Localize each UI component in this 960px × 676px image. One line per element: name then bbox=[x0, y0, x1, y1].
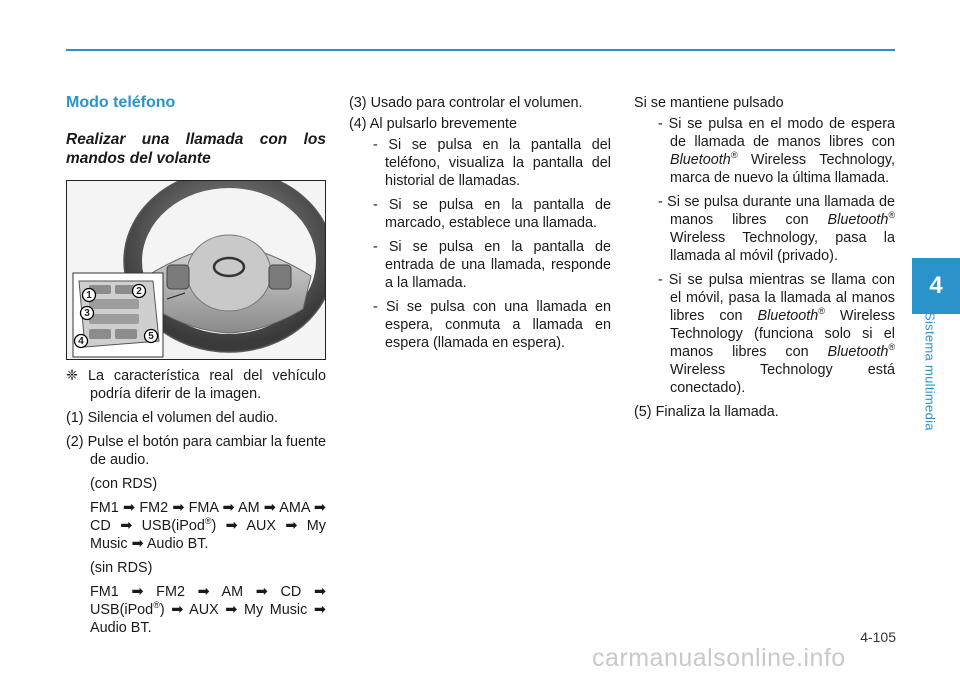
top-rule bbox=[66, 49, 895, 51]
bullet-history: - Si se pulsa en la pantalla del teléfono, visualiza la pantalla del historial de llamadas. bbox=[373, 137, 611, 189]
steering-wheel-figure bbox=[66, 180, 326, 360]
rds-seq-a: FM1 ➡ FM2 ➡ FMA ➡ AM ➡ AMA ➡ CD ➡ USB(iPod bbox=[90, 500, 326, 534]
nords-label: (sin RDS) bbox=[90, 560, 153, 576]
note-text: La característica real del vehículo podría diferir de la imagen. bbox=[87, 368, 327, 402]
callout-4: 4 bbox=[78, 336, 84, 347]
private-text-a: - Si se pulsa durante una llamada de manos libres con bbox=[658, 194, 895, 228]
column-1 bbox=[66, 94, 326, 643]
reg-mark: ® bbox=[730, 150, 738, 161]
handsfree-text-b: Wireless Technology (funciona solo si el manos libres con bbox=[670, 308, 896, 360]
rds-seq-b: ) ➡ AUX ➡ My Music ➡ Audio BT. bbox=[90, 518, 326, 552]
nords-seq-b: ) ➡ AUX ➡ My Music ➡ Audio BT. bbox=[90, 602, 326, 636]
reg-mark: ® bbox=[204, 516, 212, 527]
private-text-b: Wireless Technology, pasa la llamada al móvil (privado). bbox=[670, 230, 895, 264]
section-title: Modo teléfono bbox=[66, 94, 176, 111]
reg-mark: ® bbox=[888, 342, 895, 353]
bullet-waiting: - Si se pulsa con una llamada en espera, conmuta a llamada en espera (llamada en espera). bbox=[373, 299, 611, 351]
steering-wheel-illustration bbox=[67, 181, 326, 360]
nords-seq-a: FM1 ➡ FM2 ➡ AM ➡ CD ➡ USB(iPod bbox=[90, 584, 326, 618]
chapter-title: Sistema multimedia bbox=[922, 312, 938, 431]
bullet-answer: - Si se pulsa en la pantalla de entrada de una llamada, responde a la llamada. bbox=[373, 239, 611, 291]
image-note bbox=[66, 367, 326, 403]
rds-sequence bbox=[66, 499, 326, 553]
bluetooth-term: Bluetooth bbox=[827, 212, 889, 228]
reg-mark: ® bbox=[888, 210, 895, 221]
callout-3: 3 bbox=[84, 308, 90, 319]
callout-2: 2 bbox=[136, 286, 142, 297]
section-subtitle: Realizar una llamada con los mandos del volante bbox=[66, 131, 326, 167]
bluetooth-term: Bluetooth bbox=[757, 308, 819, 324]
redial-text-a: - Si se pulsa en el modo de espera de llamada de manos libres con bbox=[658, 116, 895, 150]
note-symbol: ❈ bbox=[66, 368, 79, 384]
chapter-tab bbox=[912, 258, 960, 314]
item-1: (1) Silencia el volumen del audio. bbox=[66, 410, 278, 426]
handsfree-text-a: - Si se pulsa mientras se llama con el móvil, pasa la llamada al manos libres con bbox=[658, 272, 895, 324]
bullet-dial: - Si se pulsa en la pantalla de marcado, establece una llamada. bbox=[373, 197, 611, 231]
chapter-number: 4 bbox=[929, 272, 943, 299]
bluetooth-term: Bluetooth bbox=[670, 152, 731, 168]
reg-mark: ® bbox=[818, 306, 825, 317]
bullet-handsfree bbox=[646, 271, 895, 397]
redial-text-b: Wireless Technology, marca de nuevo la última llamada. bbox=[670, 152, 895, 186]
bluetooth-term: Bluetooth bbox=[827, 344, 889, 360]
item-3: (3) Usado para controlar el volumen. bbox=[349, 95, 583, 111]
rds-label: (con RDS) bbox=[90, 476, 158, 492]
nords-sequence bbox=[66, 583, 326, 637]
handsfree-text-c: Wireless Technology está conectado). bbox=[670, 362, 895, 396]
callout-1: 1 bbox=[86, 290, 92, 301]
item-2: (2) Pulse el botón para cambiar la fuente de audio. bbox=[66, 434, 326, 468]
column-2 bbox=[349, 94, 611, 358]
page-number: 4-105 bbox=[860, 629, 896, 645]
reg-mark: ® bbox=[153, 600, 160, 611]
item-5: (5) Finaliza la llamada. bbox=[634, 404, 779, 420]
hold-heading: Si se mantiene pulsado bbox=[634, 95, 784, 111]
bullet-redial bbox=[646, 115, 895, 187]
column-3 bbox=[634, 94, 895, 427]
callout-5: 5 bbox=[148, 331, 154, 342]
item-4: (4) Al pulsarlo brevemente bbox=[349, 116, 517, 132]
watermark: carmanualsonline.info bbox=[592, 644, 846, 672]
bullet-private bbox=[646, 193, 895, 265]
